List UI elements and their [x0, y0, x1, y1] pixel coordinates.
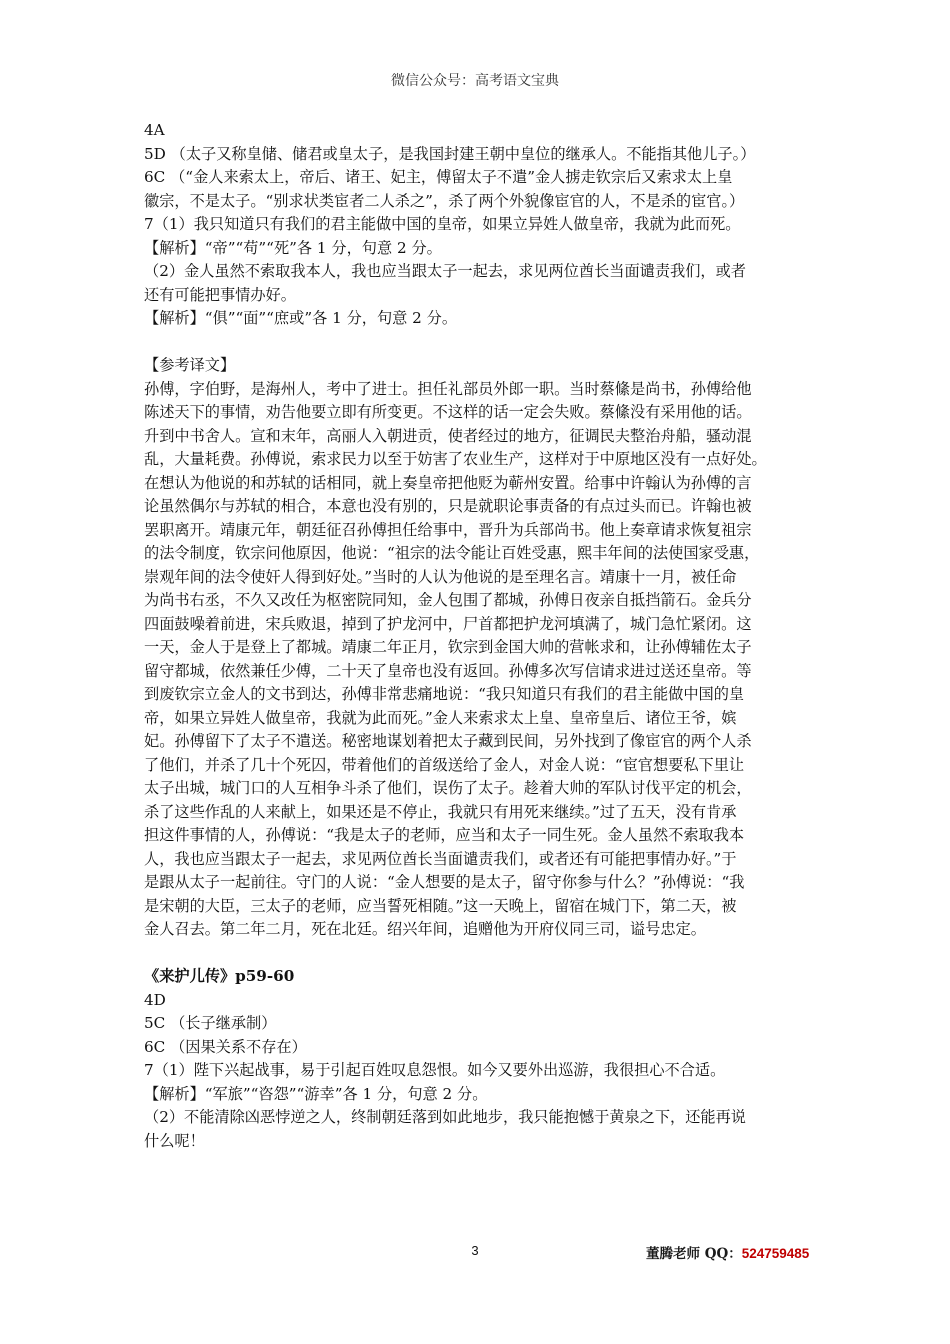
analysis-line: 【解析】“俱”“面”“庶或”各 1 分，句意 2 分。 [144, 309, 458, 327]
translation-line: 是宋朝的大臣，三太子的老师，应当誓死相随。”这一天晚上，留宿在城门下，第二天，被 [144, 896, 737, 915]
answer-line: 4A [144, 121, 165, 139]
translation-line: 陈述天下的事情，劝告他要立即有所变更。不这样的话一定会失败。蔡絛没有采用他的话。 [144, 403, 752, 421]
answer-line: 徽宗，不是太子。“别求状类宦者二人杀之”，杀了两个外貌像宦官的人，不是杀的宦官。） [144, 191, 745, 210]
document-body [144, 119, 816, 1153]
translation-line: 一天，金人于是登上了都城。靖康二年正月，钦宗到金国大帅的营帐求和，让孙傅辅佐太子 [144, 638, 752, 656]
answer-line: 7（1）我只知道只有我们的君主能做中国的皇帝，如果立异姓人做皇帝，我就为此而死。 [144, 215, 741, 233]
translation-heading: 【参考译文】 [144, 356, 236, 374]
translation-line: 是跟从太子一起前往。守门的人说：“金人想要的是太子，留守你参与什么？”孙傅说：“我 [144, 873, 745, 891]
translation-line: 杀了这些作乱的人来献上，如果还是不停止，我就只有用死来继续。”过了五天，没有肯承 [144, 802, 737, 821]
page-header: 微信公众号：高考语文宝典 [391, 73, 559, 89]
answer-line: 什么呢！ [144, 1131, 205, 1150]
translation-line: 担这件事情的人，孙傅说：“我是太子的老师，应当和太子一同生死。金人虽然不索取我本 [144, 826, 745, 844]
answer-line: 4D [144, 990, 166, 1009]
translation-line: 论虽然偶尔与苏轼的相合，本意也没有别的，只是就职论事责备的有点过头而已。许翰也被 [144, 497, 752, 515]
translation-line: 孙傅，字伯野，是海州人，考中了进士。担任礼部员外郎一职。当时蔡絛是尚书，孙傅给他 [144, 379, 752, 398]
translation-line: 的法令制度，钦宗问他原因，他说：“祖宗的法令能让百姓受惠，熙丰年间的法使国家受惠， [144, 544, 760, 562]
translation-line: 崇观年间的法令使奸人得到好处。”当时的人认为他说的是至理名言。靖康十一月，被任命 [144, 567, 737, 586]
footer-contact [646, 1242, 809, 1262]
analysis-line: 【解析】“军旅”“咨怨”“游幸”各 1 分，句意 2 分。 [144, 1084, 488, 1103]
translation-line: 人，我也应当跟太子一起去，求见两位酋长当面谴责我们，或者还有可能把事情办好。”于 [144, 849, 737, 868]
translation-line: 到废钦宗立金人的文书到达，孙傅非常悲痛地说：“我只知道只有我们的君主能做中国的皇 [144, 685, 745, 703]
answer-line: 5C （长子继承制） [144, 1014, 277, 1032]
blank-line [144, 331, 816, 355]
reference-translation [144, 354, 816, 942]
answer-line: 6C （“金人来索太上，帝后、诸王、妃主，傅留太子不遣”金人掳走钦宗后又索求太上皇 [144, 168, 733, 186]
translation-line: 金人召去。第二年二月，死在北廷。绍兴年间，追赠他为开府仪同三司，谥号忠定。 [144, 920, 706, 938]
answer-line: 7（1）陛下兴起战事，易于引起百姓叹息怨恨。如今又要外出巡游，我很担心不合适。 [144, 1061, 726, 1079]
translation-line: 四面鼓噪着前进，宋兵败退，掉到了护龙河中，尸首都把护龙河填满了，城门急忙紧闭。这 [144, 614, 752, 633]
translation-line: 升到中书舍人。宣和末年，高丽人入朝进贡，使者经过的地方，征调民夫整治舟船，骚动混 [144, 426, 752, 445]
translation-line: 罢职离开。靖康元年，朝廷征召孙傅担任给事中，晋升为兵部尚书。他上奏章请求恢复祖宗 [144, 520, 752, 539]
answer-line: 6C （因果关系不存在） [144, 1037, 307, 1056]
translation-line: 乱，大量耗费。孙傅说，索求民力以至于妨害了农业生产，这样对于中原地区没有一点好处。 [144, 450, 767, 468]
answer-line: 还有可能把事情办好。 [144, 285, 296, 304]
translation-line: 在想认为他说的和苏轼的话相同，就上奏皇帝把他贬为蕲州安置。给事中许翰认为孙傅的言 [144, 473, 752, 492]
translation-line: 了他们，并杀了几十个死囚，带着他们的首级送给了金人，对金人说：“宦官想要私下里让 [144, 755, 745, 774]
qq-number: 524759485 [741, 1246, 810, 1261]
page-number: 3 [471, 1243, 479, 1258]
translation-line: 为尚书右丞，不久又改任为枢密院同知，金人包围了都城，孙傅日夜亲自抵挡箭石。金兵分 [144, 591, 752, 609]
contact-label: 董腾老师 QQ： [646, 1246, 742, 1262]
answer-line: 5D （太子又称皇储、储君或皇太子，是我国封建王朝中皇位的继承人。不能指其他儿子。） [144, 144, 756, 163]
translation-line: 留守都城，依然兼任少傅，二十天了皇帝也没有返回。孙傅多次写信请求进过送还皇帝。等 [144, 661, 752, 680]
blank-line [144, 942, 816, 966]
answer-line: （2）不能清除凶恶悖逆之人，终制朝廷落到如此地步，我只能抱憾于黄泉之下，还能再说 [144, 1108, 746, 1126]
translation-line: 妃。孙傅留下了太子不遣送。秘密地谋划着把太子藏到民间，另外找到了像宦官的两个人杀 [144, 732, 752, 750]
analysis-line: 【解析】“帝”“苟”“死”各 1 分，句意 2 分。 [144, 238, 442, 257]
answer-line: （2）金人虽然不索取我本人，我也应当跟太子一起去，求见两位酋长当面谴责我们，或者 [144, 262, 746, 280]
section-title: 《来护儿传》p59-60 [144, 967, 295, 985]
translation-line: 帝，如果立异姓人做皇帝，我就为此而死。”金人来索求太上皇、皇帝皇后、诸位王爷，嫔 [144, 708, 737, 727]
translation-line: 太子出城，城门口的人互相争斗杀了他们，误伤了太子。趁着大帅的军队讨伐平定的机会， [144, 779, 752, 797]
answer-section-2 [144, 965, 816, 1153]
answer-section-1 [144, 119, 816, 331]
